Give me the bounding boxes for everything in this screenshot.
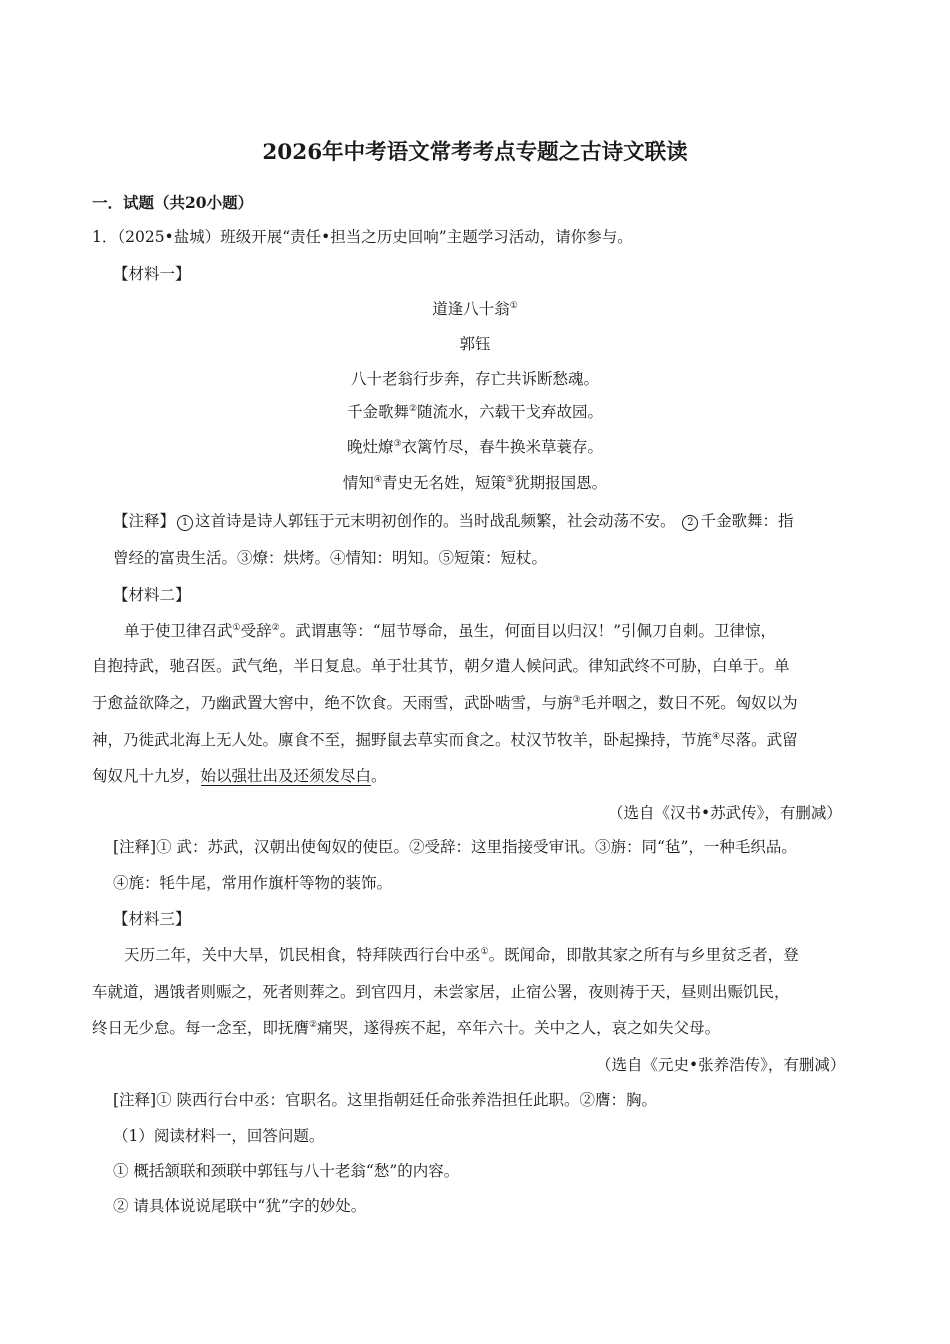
material-two-label: 【材料二】 [113,586,191,604]
page-title: 2026年中考语文常考考点专题之古诗文联读 [262,140,688,165]
poem-line: 千金歌舞②随流水，六载干戈弃故园。 [346,403,604,421]
note-marker: 1 [177,515,193,531]
poem-title: 道逢八十翁① [432,300,518,318]
passage-line: 天历二年，关中大旱，饥民相食，特拜陕西行台中丞①。既闻命，即散其家之所有与乡里贫乏者，登 [124,946,799,964]
passage-line: 自抱持武，驰召医。武气绝，半日复息。单于壮其节，朝夕遣人候问武。律知武终不可胁，白单于。单 [92,657,790,675]
sub-question-item: ② 请具体说说尾联中“犹”字的妙处。 [113,1197,367,1215]
underlined-sentence: 始以强壮出及还须发尽白 [200,767,372,785]
poem-line: 八十老翁行步奔，存亡共诉断愁魂。 [350,370,599,388]
passage-notes: [注释]① 陕西行台中丞：官职名。这里指朝廷任命张养浩担任此职。②膺：胸。 [113,1091,658,1109]
question-intro: 1．（2025•盐城）班级开展“责任•担当之历史回响”主题学习活动，请你参与。 [92,228,633,246]
passage-line: 于愈益欲降之，乃幽武置大窖中，绝不饮食。天雨雪，武卧啮雪，与旃③毛并咽之，数日不死。匈奴以为 [92,694,798,712]
passage-line: 车就道，遇饿者则赈之，死者则葬之。到官四月，未尝家居，止宿公署，夜则祷于天，昼则出赈饥民， [92,983,790,1001]
poem-line: 晚灶燎③衣篱竹尽，春牛换米草蓑存。 [346,438,604,456]
sub-question: （1）阅读材料一，回答问题。 [113,1127,325,1145]
source-citation: （选自《元史•张养浩传》，有删减） [596,1056,846,1074]
passage-line: 匈奴凡十九岁，始以强壮出及还须发尽白。 [92,767,387,785]
poem-author: 郭钰 [459,335,491,353]
note-marker: 2 [682,515,698,531]
passage-line: 终日无少怠。每一念至，即抚膺②痛哭，遂得疾不起，卒年六十。关中之人，哀之如失父母。 [92,1019,721,1037]
material-three-label: 【材料三】 [113,910,191,928]
passage-line: 神，乃徙武北海上无人处。廪食不至，掘野鼠去草实而食之。杖汉节牧羊，卧起操持，节旄④尽落。武留 [92,731,798,749]
sub-question-item: ① 概括颔联和颈联中郭钰与八十老翁“愁”的内容。 [113,1162,460,1180]
passage-notes: [注释]① 武：苏武，汉朝出使匈奴的使臣。②受辞：这里指接受审讯。③旃：同“毡”，一种毛织品。 [113,838,797,856]
poem-notes-cont: 曾经的富贵生活。③燎：烘烤。④情知：明知。⑤短策：短杖。 [113,549,548,567]
section-heading: 一．试题（共20小题） [92,193,254,212]
passage-notes-cont: ④旄：牦牛尾，常用作旗杆等物的装饰。 [113,874,393,892]
poem-line: 情知④青史无名姓，短策⑤犹期报国恩。 [342,474,608,492]
material-one-label: 【材料一】 [113,265,191,283]
passage-line: 单于使卫律召武①受辞②。武谓惠等：“屈节辱命，虽生，何面目以归汉！”引佩刀自刺。卫律惊， [124,622,777,640]
poem-notes: 【注释】 1 这首诗是诗人郭钰于元末明初创作的。当时战乱频繁，社会动荡不安。 2 千金歌舞：指 [113,512,794,530]
source-citation: （选自《汉书•苏武传》，有删减） [608,804,842,822]
